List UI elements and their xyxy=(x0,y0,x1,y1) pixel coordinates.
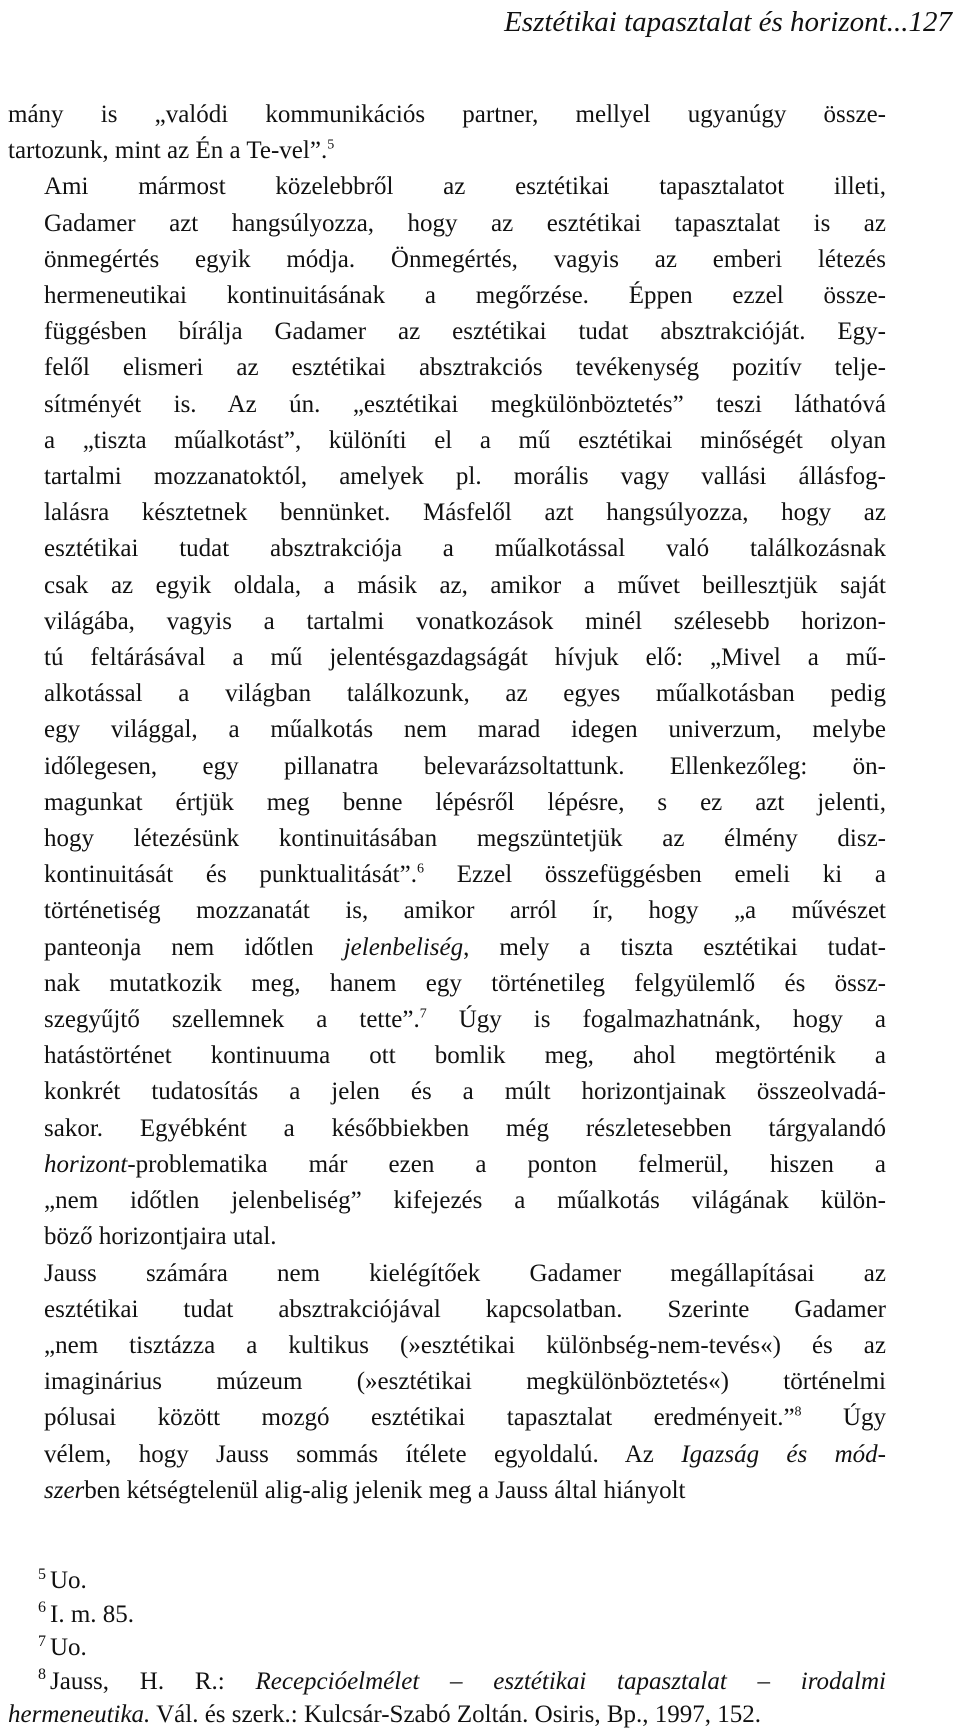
text-line: Ami mármost közelebbről az esztétikai tapasztalatot illeti, xyxy=(44,173,886,201)
italic-term: jelenbeliség xyxy=(343,933,464,961)
text-line: Gadamer azt hangsúlyozza, hogy az esztétikai tapasztalat is az xyxy=(44,209,886,237)
text-line: hatástörténet kontinuuma ott bomlik meg, ahol megtörténik a xyxy=(44,1042,886,1070)
text-line: világába, vagyis a tartalmi vonatkozások minél szélesebb horizon- xyxy=(44,607,886,635)
text-line: önmegértés egyik módja. Önmegértés, vagyis az emberi létezés xyxy=(44,245,886,273)
text-line: esztétikai tudat absztrakciója a műalkotással való találkozásnak xyxy=(44,535,886,563)
paragraph-1 xyxy=(8,97,886,169)
footnote-ref-5: 5 xyxy=(327,137,335,153)
line-text: tartozunk, mint az Én a Te-vel”. xyxy=(8,137,328,165)
text-line: felől elismeri az esztétikai absztrakciós tevékenység pozitív telje- xyxy=(44,354,886,382)
text-line: történetiség mozzanatát is, amikor arról ír, hogy „a művészet xyxy=(44,897,886,925)
line-text: panteonja nem időtlen xyxy=(44,933,344,961)
paragraph-2 xyxy=(8,169,886,1255)
main-text xyxy=(8,97,886,1509)
footnote-text: Jauss, H. R.: xyxy=(50,1667,256,1695)
text-line: egy világgal, a műalkotás nem marad idegen univerzum, melybe xyxy=(44,716,886,744)
line-text: ben kétségtelenül alig-alig jelenik meg a Jauss által hiányolt xyxy=(84,1476,686,1504)
footnote-text: I. m. 85. xyxy=(50,1600,135,1628)
text-line: tartalmi mozzanatoktól, amelyek pl. morális vagy vallási állásfog- xyxy=(44,463,886,491)
footnote-6 xyxy=(8,1598,886,1632)
line-text: pólusai között mozgó esztétikai tapasztalat eredményeit.” xyxy=(44,1404,795,1432)
text-line xyxy=(8,1400,886,1436)
text-line: a „tiszta műalkotást”, különíti el a mű esztétikai minőségét olyan xyxy=(44,426,886,454)
text-line: alkotással a világban találkozunk, az egyes műalkotásban pedig xyxy=(44,680,886,708)
footnote-number: 7 xyxy=(38,1632,46,1650)
footnotes xyxy=(8,1564,886,1732)
text-line: konkrét tudatosítás a jelen és a múlt horizontjainak összeolvadá- xyxy=(44,1078,886,1106)
line-text: vélem, hogy Jauss sommás ítélete egyoldalú. Az xyxy=(44,1440,682,1468)
text-line xyxy=(8,930,886,966)
footnote-text: Vál. és szerk.: Kulcsár-Szabó Zoltán. Osiris, Bp., 1997, 152. xyxy=(150,1701,762,1728)
text-line xyxy=(8,857,886,893)
line-text: Úgy is fogalmazhatnánk, hogy a xyxy=(426,1006,886,1034)
footnote-number: 5 xyxy=(38,1565,46,1583)
text-line: magunkat értjük meg benne lépésről lépésre, s ez azt jelenti, xyxy=(44,788,886,816)
paragraph-3 xyxy=(8,1256,886,1509)
footnote-ref-6: 6 xyxy=(416,861,424,877)
text-line xyxy=(8,1437,886,1473)
line-text: Úgy xyxy=(801,1404,887,1432)
text-line: hermeneutikai kontinuitásának a megőrzése. Éppen ezzel össze- xyxy=(44,282,886,310)
text-line: nak mutatkozik meg, hanem egy történetileg felgyülemlő és össz- xyxy=(44,969,886,997)
footnote-ref-7: 7 xyxy=(419,1006,427,1022)
italic-title: hermeneutika. xyxy=(8,1701,151,1728)
footnote-number: 8 xyxy=(38,1666,46,1684)
text-line: Jauss számára nem kielégítőek Gadamer megállapításai az xyxy=(44,1259,886,1287)
text-line: „nem tisztázza a kultikus (»esztétikai különbség-nem-tevés«) és az xyxy=(44,1331,886,1359)
text-line: imaginárius múzeum (»esztétikai megkülönböztetés«) történelmi xyxy=(44,1368,886,1396)
footnote-7 xyxy=(8,1631,886,1665)
text-line: „nem időtlen jelenbeliség” kifejezés a műalkotás világának külön- xyxy=(44,1187,886,1215)
footnote-number: 6 xyxy=(38,1599,46,1617)
running-header: Esztétikai tapasztalat és horizont...127 xyxy=(504,6,952,38)
text-line: tú feltárásával a mű jelentésgazdagságát hívjuk elő: „Mivel a mű- xyxy=(44,644,886,672)
line-text: -problematika már ezen a ponton felmerül, hiszen a xyxy=(127,1150,886,1178)
text-line: sakor. Egyébként a későbbiekben még részletesebben tárgyalandó xyxy=(44,1114,886,1142)
footnote-8-cont xyxy=(8,1698,886,1732)
text-line: függésben bírálja Gadamer az esztétikai tudat absztrakcióját. Egy- xyxy=(44,318,886,346)
text-line: időlegesen, egy pillanatra belevarázsoltattunk. Ellenkezőleg: ön- xyxy=(44,752,886,780)
text-line xyxy=(8,1002,886,1038)
italic-title: Igazság és mód- xyxy=(681,1440,886,1468)
footnote-8 xyxy=(8,1665,886,1699)
line-text: szegyűjtő szellemnek a tette”. xyxy=(44,1006,420,1034)
text-line: hogy létezésünk kontinuitásában megszüntetjük az élmény disz- xyxy=(44,825,886,853)
text-line xyxy=(8,1147,886,1183)
text-line xyxy=(8,133,886,169)
text-line: csak az egyik oldala, a másik az, amikor a művet beillesztjük saját xyxy=(44,571,886,599)
text-line xyxy=(8,1473,886,1509)
footnote-text: Uo. xyxy=(50,1634,87,1661)
footnote-ref-8: 8 xyxy=(794,1404,802,1420)
text-line: sítményét is. Az ún. „esztétikai megkülönböztetés” teszi láthatóvá xyxy=(44,390,886,418)
text-line: mány is „valódi kommunikációs partner, mellyel ugyanúgy össze- xyxy=(8,101,886,128)
line-text: , mely a tiszta esztétikai tudat- xyxy=(463,933,886,961)
line-text: Ezzel összefüggésben emeli ki a xyxy=(423,861,886,889)
text-line: esztétikai tudat absztrakciójával kapcsolatban. Szerinte Gadamer xyxy=(44,1295,886,1323)
footnote-text: Uo. xyxy=(50,1567,87,1594)
italic-title: Recepcióelmélet – esztétikai tapasztalat – irodalmi xyxy=(255,1667,886,1695)
footnote-5 xyxy=(8,1564,886,1598)
text-line: lalásra késztetnek bennünket. Másfelől azt hangsúlyozza, hogy az xyxy=(44,499,886,527)
italic-term: horizont xyxy=(44,1150,128,1178)
text-line: böző horizontjaira utal. xyxy=(44,1223,277,1251)
italic-title: szer xyxy=(44,1476,85,1504)
line-text: kontinuitását és punktualitását”. xyxy=(44,861,417,889)
